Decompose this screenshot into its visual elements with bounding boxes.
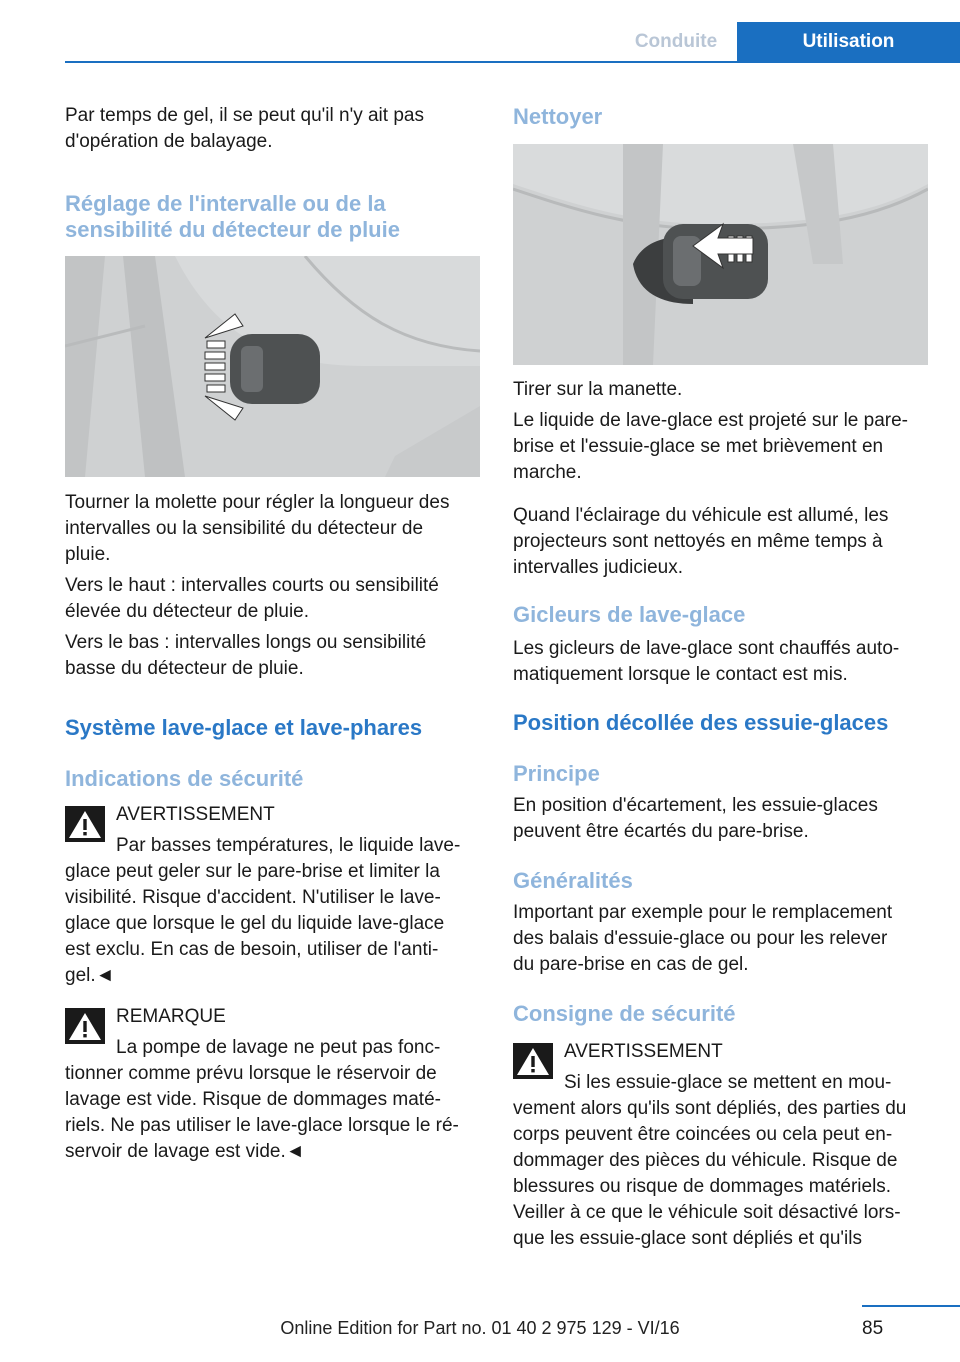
body-text-line: matiquement lorsque le contact est mis. bbox=[513, 664, 848, 685]
body-text-line: marche. bbox=[513, 462, 582, 483]
body-text-line: intervalles ou la sensibilité du détecteur de bbox=[65, 518, 424, 539]
warning-text-line: Si les essuie-glace se mettent en mou- bbox=[564, 1072, 892, 1093]
heading-safety-note: Consigne de sécurité bbox=[513, 1001, 736, 1026]
body-text-line: du pare-brise en cas de gel. bbox=[513, 954, 749, 975]
tab-utilisation[interactable]: Utilisation bbox=[737, 22, 960, 62]
body-text-line: intervalles judicieux. bbox=[513, 557, 684, 578]
warning-icon bbox=[513, 1043, 553, 1079]
note-text-line: La pompe de lavage ne peut pas fonc- bbox=[116, 1037, 441, 1058]
page-number: 85 bbox=[862, 1318, 884, 1339]
body-text-line: Vers le bas : intervalles longs ou sensibilité bbox=[65, 632, 427, 653]
note-text-line: riels. Ne pas utiliser le lave-glace lorsque le ré- bbox=[65, 1115, 459, 1136]
warning-text-line: est exclu. En cas de besoin, utiliser de l'anti- bbox=[65, 939, 439, 960]
body-text-line: brise et l'essuie-glace se met brièvement en bbox=[513, 436, 884, 457]
body-text-line: Important par exemple pour le remplacement bbox=[513, 902, 893, 923]
warning-text-line: glace peut geler sur le pare-brise et limiter la bbox=[65, 861, 440, 882]
rain-sensor-dial-figure bbox=[65, 256, 480, 477]
heading-system: Système lave-glace et lave-phares bbox=[65, 715, 423, 740]
warning-text-line: dommager des pièces du véhicule. Risque de bbox=[513, 1150, 898, 1171]
warning-text-line: gel.◄ bbox=[65, 965, 115, 986]
washer-lever-figure bbox=[513, 144, 928, 365]
warning-icon bbox=[65, 1008, 105, 1044]
intro-text-line: d'opération de balayage. bbox=[65, 131, 273, 152]
header-rule bbox=[65, 61, 960, 63]
body-text-line: pluie. bbox=[65, 544, 111, 565]
warning-text-line: glace que lorsque le gel du liquide lave-glace bbox=[65, 913, 445, 934]
body-text-line: Quand l'éclairage du véhicule est allumé, les bbox=[513, 505, 889, 526]
body-text-line: En position d'écartement, les essuie-glaces bbox=[513, 795, 878, 816]
warning-text-line: Veiller à ce que le véhicule soit désactivé lors- bbox=[513, 1202, 901, 1223]
body-text-line: Le liquide de lave-glace est projeté sur le pare- bbox=[513, 410, 909, 431]
heading-interval: Réglage de l'intervalle ou de la bbox=[65, 191, 386, 216]
warning-text-line: vement alors qu'ils sont dépliés, des parties du bbox=[513, 1098, 907, 1119]
note-text-line: tionner comme prévu lorsque le réservoir de bbox=[65, 1063, 437, 1084]
heading-clean: Nettoyer bbox=[513, 104, 603, 129]
note-title: REMARQUE bbox=[116, 1006, 226, 1027]
tab-conduite[interactable]: Conduite bbox=[634, 31, 718, 52]
body-text-line: Vers le haut : intervalles courts ou sensibilité bbox=[65, 575, 439, 596]
heading-safety: Indications de sécurité bbox=[65, 766, 304, 791]
body-text-line: projecteurs sont nettoyés en même temps à bbox=[513, 531, 883, 552]
note-text-line: lavage est vide. Risque de dommages maté- bbox=[65, 1089, 441, 1110]
body-text-line: Les gicleurs de lave-glace sont chauffés auto- bbox=[513, 638, 900, 659]
warning-title: AVERTISSEMENT bbox=[116, 804, 275, 825]
body-text-line: Tourner la molette pour régler la longueur des bbox=[65, 492, 450, 513]
note-text-line: servoir de lavage est vide.◄ bbox=[65, 1141, 305, 1162]
warning-text-line: Par basses températures, le liquide lave- bbox=[116, 835, 461, 856]
warning-text-line: blessures ou risque de dommages matériels. bbox=[513, 1176, 892, 1197]
body-text-line: Tirer sur la manette. bbox=[513, 379, 683, 400]
heading-principle: Principe bbox=[513, 761, 600, 786]
warning-icon bbox=[65, 806, 105, 842]
heading-position: Position décollée des essuie-glaces bbox=[513, 710, 889, 735]
heading-interval: sensibilité du détecteur de pluie bbox=[65, 217, 400, 242]
warning-title: AVERTISSEMENT bbox=[564, 1041, 723, 1062]
intro-text-line: Par temps de gel, il se peut qu'il n'y ait pas bbox=[65, 105, 424, 126]
body-text-line: élevée du détecteur de pluie. bbox=[65, 601, 310, 622]
heading-nozzles: Gicleurs de lave-glace bbox=[513, 602, 746, 627]
body-text-line: basse du détecteur de pluie. bbox=[65, 658, 304, 679]
edition-footer: Online Edition for Part no. 01 40 2 975 129 - VI/16 bbox=[280, 1318, 680, 1338]
body-text-line: des balais d'essuie-glace ou pour les relever bbox=[513, 928, 888, 949]
warning-text-line: visibilité. Risque d'accident. N'utiliser le lave- bbox=[65, 887, 441, 908]
heading-general: Généralités bbox=[513, 868, 633, 893]
warning-text-line: corps peuvent être coincées ou cela peut en- bbox=[513, 1124, 893, 1145]
warning-text-line: que les essuie-glace sont dépliés et qu'ils bbox=[513, 1228, 863, 1249]
body-text-line: peuvent être écartés du pare-brise. bbox=[513, 821, 809, 842]
footer-rule bbox=[862, 1305, 960, 1307]
